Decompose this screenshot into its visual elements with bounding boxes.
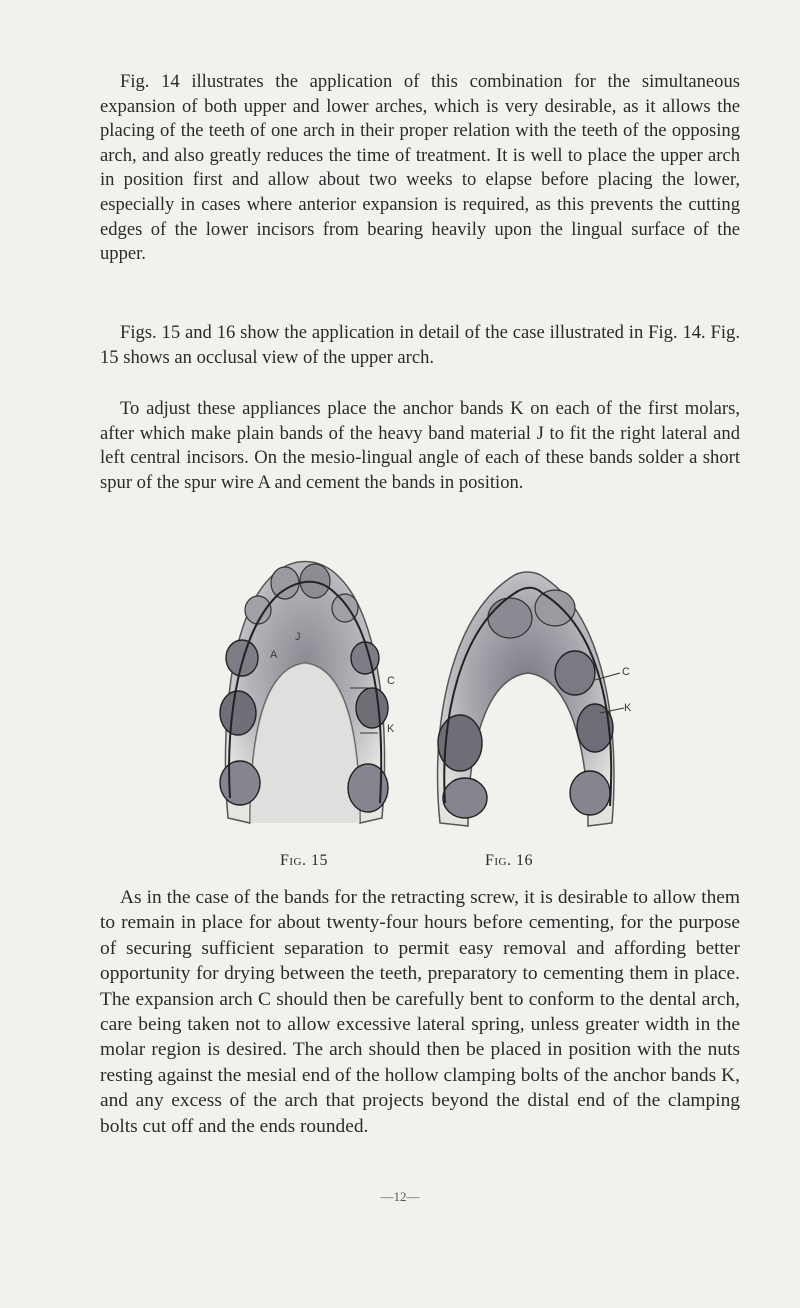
- page-number: —12—: [380, 1189, 420, 1204]
- label-a: A: [270, 649, 278, 661]
- paragraph-expansion-arch: As in the case of the bands for the retracting screw, it is desirable to allow them to remain in place for about twenty-four hours before cementing, for the purpose of securing sufficient separation to permit easy removal and affording better opportunity for drying between the teeth, preparatory to cementing them in place. The expansion arch C should then be carefully bent to conform to the dental arch, care being taken not to allow excessive lateral spring, unless greater width in the molar region is desired. The arch should then be placed in position with the nuts resting against the mesial end of the hollow clamping bolts of the anchor bands K, and any excess of the arch that projects beyond the distal end of the clamping bolts cut off and the ends rounded.: [100, 887, 740, 1137]
- label-j: J: [295, 631, 301, 643]
- caption-fig-15: Fig. 15: [280, 852, 329, 869]
- label-k: K: [624, 702, 632, 714]
- figure-15-upper-arch: [210, 548, 400, 830]
- label-c: C: [387, 675, 395, 687]
- paragraph-fig14: Fig. 14 illustrates the application of this combination for the simultaneous expansion of both upper and lower arches, which is very desirable, as it allows the placing of the teeth of one arch in their proper relation with the teeth of the opposing arch, and also greatly reduces the time of treatment. It is well to place the upper arch in position first and allow about two weeks to elapse before placing the lower, especially in cases where anterior expansion is required, as this prevents the cutting edges of the lower incisors from bearing heavily upon the lingual surface of the upper.: [100, 71, 740, 265]
- paragraph-figs15-16: Figs. 15 and 16 show the application in detail of the case illustrated in Fig. 14. Fig. 15 shows an occlusal view of the upper arch.: [100, 322, 740, 368]
- label-c: C: [622, 666, 630, 678]
- caption-fig-16: Fig. 16: [485, 852, 534, 869]
- paragraph-adjust: To adjust these appliances place the anchor bands K on each of the first molars, after which make plain bands of the heavy band material J to fit the right lateral and left central incisors. On the mesio-lingual angle of each of these bands solder a short spur of the spur wire A and cement the bands in position.: [100, 398, 740, 493]
- figure-16-lower-arch: [420, 548, 635, 830]
- label-k: K: [387, 723, 395, 735]
